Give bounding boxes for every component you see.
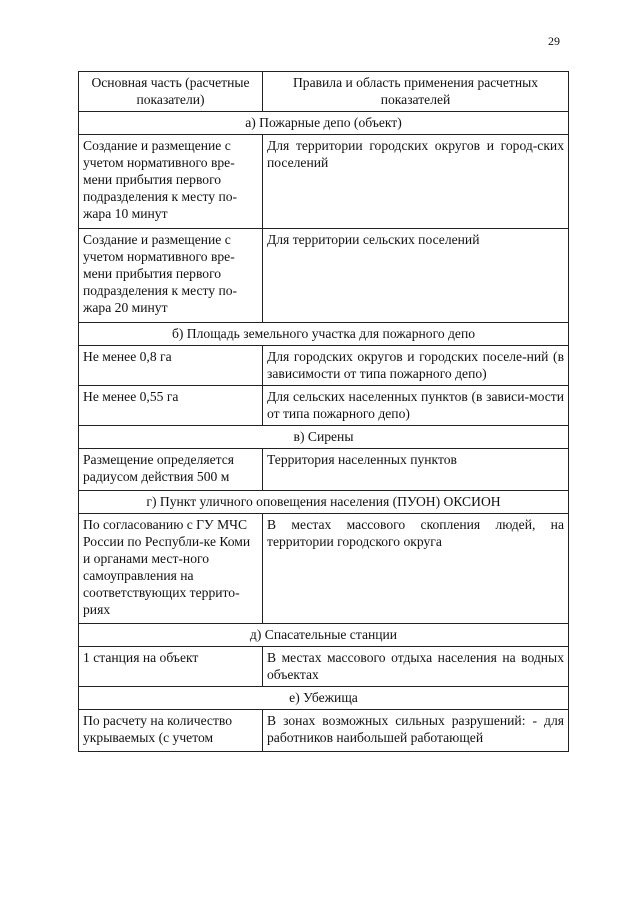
section-title-row: [79, 426, 569, 449]
section-title-row: [79, 323, 569, 346]
header-col-main-part: Основная часть (расчетные показатели): [79, 72, 263, 112]
regulation-table: [78, 71, 569, 752]
page-number: 29: [548, 34, 560, 48]
cell-left: По расчету на количество укрываемых (с учетом: [79, 710, 263, 752]
cell-right: Для сельских населенных пунктов (в зависи-мости от типа пожарного депо): [263, 386, 569, 426]
section-title-row: [79, 491, 569, 514]
cell-left: Не менее 0,8 га: [79, 346, 263, 386]
table-row: [79, 135, 569, 229]
section-title-shelters: е) Убежища: [79, 687, 569, 710]
cell-right: Для территории сельских поселений: [263, 229, 569, 323]
cell-left: Создание и размещение с учетом нормативного вре-мени прибытия первого подразделения к месту по-жара 20 минут: [79, 229, 263, 323]
cell-right: В местах массового отдыха населения на водных объектах: [263, 647, 569, 687]
section-title-fire-depot: а) Пожарные депо (объект): [79, 112, 569, 135]
cell-left: Размещение определяется радиусом действия 500 м: [79, 449, 263, 491]
cell-left: 1 станция на объект: [79, 647, 263, 687]
table-row: [79, 346, 569, 386]
section-title-sirens: в) Сирены: [79, 426, 569, 449]
cell-right: Территория населенных пунктов: [263, 449, 569, 491]
table-row: [79, 647, 569, 687]
cell-right: Для территории городских округов и город-ских поселений: [263, 135, 569, 229]
cell-left: Не менее 0,55 га: [79, 386, 263, 426]
cell-right: В зонах возможных сильных разрушений: - для работников наибольшей работающей: [263, 710, 569, 752]
cell-left: Создание и размещение с учетом нормативного вре-мени прибытия первого подразделения к месту по-жара 10 минут: [79, 135, 263, 229]
header-col-rules: Правила и область применения расчетных показателей: [263, 72, 569, 112]
section-title-land-area: б) Площадь земельного участка для пожарного депо: [79, 323, 569, 346]
section-title-puon: г) Пункт уличного оповещения населения (ПУОН) ОКСИОН: [79, 491, 569, 514]
table-header-row: [79, 72, 569, 112]
section-title-rescue-stations: д) Спасательные станции: [79, 624, 569, 647]
table-row: [79, 449, 569, 491]
table-row: [79, 710, 569, 752]
cell-right: В местах массового скопления людей, на территории городского округа: [263, 514, 569, 624]
table-row: [79, 229, 569, 323]
section-title-row: [79, 112, 569, 135]
table-row: [79, 514, 569, 624]
table-row: [79, 386, 569, 426]
cell-left: По согласованию с ГУ МЧС России по Республи-ке Коми и органами мест-ного самоуправления на соответствующих террито-риях: [79, 514, 263, 624]
cell-right: Для городских округов и городских поселе-ний (в зависимости от типа пожарного депо): [263, 346, 569, 386]
section-title-row: [79, 687, 569, 710]
section-title-row: [79, 624, 569, 647]
